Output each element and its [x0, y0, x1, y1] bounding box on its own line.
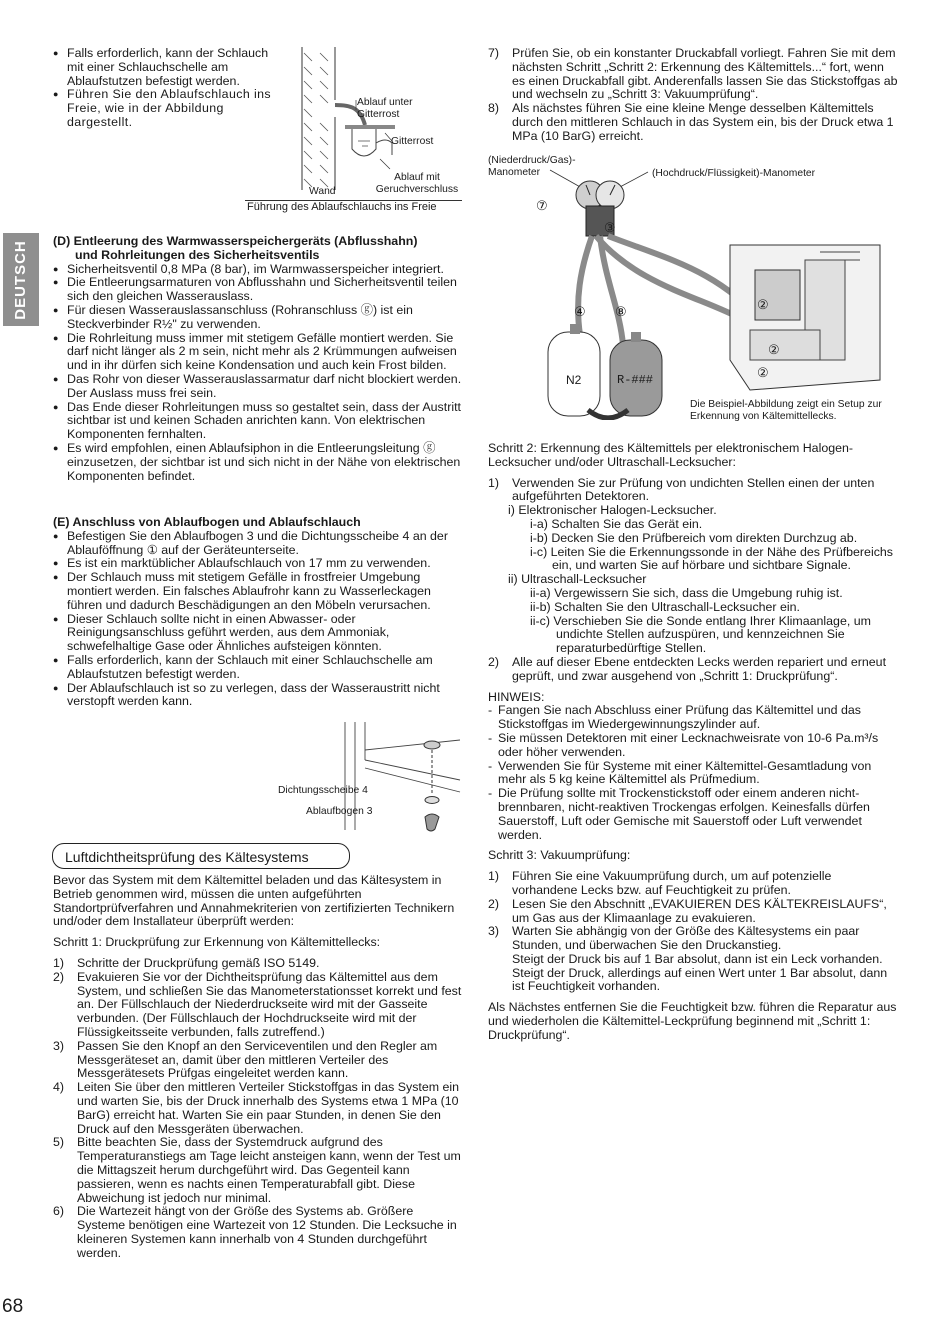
step2-sub: i) Elektronischer Halogen-Lecksucher. [508, 503, 717, 518]
step3-item: 3) Warten Sie abhängig von der Größe des Kältesystems ein paar Stunden, und überwachen Sie den Druckanstieg. [488, 924, 860, 953]
bottle-r-label: R-### [617, 373, 654, 387]
step2-title: Schritt 2: Erkennung des Kältemittels per elektronischem Halogen-Lecksucher und/oder Ultraschall-Lecksucher: [488, 441, 854, 469]
step2-item: 1) Verwenden Sie zur Prüfung von undichten Stellen einen der unten aufgeführten Detektoren. [488, 475, 875, 504]
step-item: 8) Als nächstes führen Sie eine kleine Menge desselben Kältemittels durch den mittleren Schlauch in das System ein, bis der Druck etwa 1 MPa (10 BarG) erreicht. [488, 101, 894, 143]
figure-caption: Führung des Ablaufschlauchs ins Freie [247, 201, 437, 213]
step2-sub: ii-b) Schalten Sie den Ultraschall-Lecksucher ein. [530, 599, 800, 614]
bullet-item: ● Das Ende dieser Rohrleitungen muss so gestaltet sein, dass der Austritt sichtbar ist und keinen Schaden anrichten kann. Von elektrischen Komponenten fernhalten. [53, 401, 463, 442]
step3-title: Schritt 3: Vakuumprüfung: [488, 848, 631, 863]
hinweis-item: - Sie müssen Detektoren mit einer Lecknachweisrate von 10-6 Pa.m³/s oder höher verwenden. [488, 732, 898, 760]
section-d-title-2: und Rohrleitungen des Sicherheitsventils [75, 247, 320, 262]
step-item: 7) Prüfen Sie, ob ein konstanter Druckabfall vorliegt. Fahren Sie mit dem nächsten Schritt „Schritt 2: Erkennung des Kältemittels...“ fort, wenn es einen Druckabfall gibt. Anderenfalls lassen Sie das Stickstoffgas ab und wechseln zu „Schritt 3: Vakuumprüfung“. [488, 46, 898, 102]
bullet-item: ● Sicherheitsventil 0,8 MPa (8 bar), im Warmwasserspeicher integriert. [53, 263, 463, 277]
closing-paragraph: Als Nächstes entfernen Sie die Feuchtigkeit bzw. führen die Reparatur aus und wiederholen die Kältemittel-Leckprüfung beginnend mit „Schritt 1: Druckprüfung“. [488, 1000, 897, 1042]
step3-item: 2) Lesen Sie den Abschnitt „EVAKUIEREN DES KÄLTEKREISLAUFS“, um Gas aus der Klimaanlage zu evakuieren. [488, 896, 887, 925]
marker-4: ④ [574, 304, 586, 319]
top-left-bullets [53, 47, 278, 130]
label-high-gauge: (Hochdruck/Flüssigkeit)-Manometer [652, 168, 816, 179]
airtight-section [53, 874, 463, 1261]
step2-sub: ii-c) Verschieben Sie die Sonde entlang Ihrer Klimaanlage, um undichte Stellen aufzuspüren, und kennzeichnen Sie reparaturbedürftige Stellen. [530, 613, 871, 656]
label-gitterrost: Gitterrost [391, 136, 434, 147]
step2-sub: ii-a) Vergewissern Sie sich, dass die Umgebung ruhig ist. [530, 585, 843, 600]
label-ablaufbogen: Ablaufbogen 3 [306, 806, 373, 817]
label-dichtungsscheibe: Dichtungsscheibe 4 [278, 785, 368, 796]
step1-item: 6) Die Wartezeit hängt von der Größe des Systems ab. Größere Systeme benötigen eine Wartezeit von 12 Stunden. Die Lecksuche in kleineren Systemen kann innerhalb von 4 Stunden durchgeführt werden. [53, 1204, 457, 1260]
bottle-n2-label: N2 [566, 373, 582, 387]
marker-2: ② [768, 342, 780, 357]
step1-title: Schritt 1: Druckprüfung zur Erkennung von Kältemittellecks: [53, 935, 381, 950]
marker-2: ② [757, 365, 769, 380]
bullet-item: ● Der Schlauch muss mit stetigem Gefälle in frostfreier Umgebung montiert werden. Ein falsches Ablaufrohr kann zu Wasserleckagen führen und dadurch Beschädigungen an den Möbeln verursachen. [53, 571, 463, 612]
label-low-gauge: (Niederdruck/Gas)- Manometer [488, 155, 576, 178]
language-tab [3, 233, 39, 326]
step3-item: 1) Führen Sie eine Vakuumprüfung durch, um auf potenzielle vorhandene Lecks bzw. auf Feuchtigkeit zu prüfen. [488, 869, 832, 897]
hinweis-item: - Fangen Sie nach Abschluss einer Prüfung das Kältemittel und das Stickstoffgas im Wiedergewinnungszylinder auf. [488, 704, 898, 732]
marker-3: ③ [604, 220, 616, 235]
label-wand: Wand [309, 186, 336, 197]
right-top-items [488, 47, 898, 144]
step1-item: 1) Schritte der Druckprüfung gemäß ISO 5149. [53, 955, 320, 970]
section-e-title: (E) Anschluss von Ablaufbogen und Ablaufschlauch [53, 515, 361, 529]
step1-item: 3) Passen Sie den Knopf an den Serviceventilen und den Regler am Messgeräteset an, damit über den mittleren Verteiler des Messgerätesets Prüfgas eingeleitet werden kann. [53, 1038, 438, 1081]
label-ablauf-unter: Ablauf unter Gitterrost [357, 97, 413, 120]
section-e [53, 516, 463, 709]
drain-elbow-figure [340, 720, 465, 840]
bullet-item: ● Es wird empfohlen, einen Ablaufsiphon in die Entleerungsleitung ⓖ einzusetzen, der sichtbar ist und sich nicht in der Nähe von elektrischen Komponenten befindet. [53, 442, 463, 483]
bullet-item: ● Der Ablaufschlauch ist so zu verlegen, dass der Wasseraustritt nicht verstopft werden kann. [53, 682, 463, 710]
language-tab-label: DEUTSCH [12, 239, 30, 320]
step2-sub: i-b) Decken Sie den Prüfbereich vom direkten Durchzug ab. [530, 530, 858, 545]
bullet-item: ● Die Rohrleitung muss immer mit stetigem Gefälle montiert werden. Sie darf nicht länger als 2 m sein, nicht mehr als 2 Krümmungen aufweisen und in ihr dürfen sich keine Kondensation und auch kein Frost bilden. [53, 332, 463, 373]
right-main-text [488, 442, 898, 1043]
step1-item: 4) Leiten Sie über den mittleren Verteiler Stickstoffgas in das System ein und warten Sie, bis der Druck innerhalb des Systems etwa 1 MPa (10 BarG) erreicht hat. Warten Sie ein paar Stunden, in denen Sie den Druck auf den Messgeräten überwachen. [53, 1080, 460, 1136]
step3-sub: Steigt der Druck, allerdings auf einen Wert unter 1 Bar absolut, dann ist Feuchtigkeit vorhanden. [512, 965, 888, 994]
step2-item: 2) Alle auf dieser Ebene entdeckten Lecks werden repariert und erneut geprüft, und zwar ausgehend von „Schritt 1: Druckprüfung“. [488, 654, 887, 683]
step1-item: 2) Evakuieren Sie vor der Dichtheitsprüfung das Kältemittel aus dem System, und schließen Sie das Manometerstationsset korrekt und fest an. Der Füllschlauch der Niederdruckseite wird mit der Gasseite verbunden. (Der Füllschlauch der Hochdruckseite wird mit der Flüssigkeitsseite verbunden, falls zutreffend.) [53, 969, 462, 1039]
section-box-title: Luftdichtheitsprüfung des Kältesystems [52, 843, 350, 869]
hinweis-item: - Verwenden Sie für Systeme mit einer Kältemittel-Gesamtladung von mehr als 5 kg keine Kältemittel als Prüfmedium. [488, 760, 898, 788]
section-d-title: (D) Entleerung des Warmwasserspeichergeräts (Abflusshahn) [53, 234, 418, 248]
bullet-item: ● Das Rohr von dieser Wasserauslassarmatur darf nicht blockiert werden. Der Auslass muss frei sein. [53, 373, 463, 401]
airtight-intro: Bevor das System mit dem Kältemittel beladen und das Kältesystem in Betrieb genommen wird, müssen die unten aufgeführten Standortprüfverfahren und Annahmekriterien von zertifizierten Technikern und/oder dem Installateur überprüft werden: [53, 873, 455, 929]
label-ablauf-mit: Ablauf mit Geruchverschluss [375, 172, 459, 195]
page-number: 68 [2, 1296, 24, 1317]
marker-2: ② [757, 297, 769, 312]
marker-7: ⑦ [536, 198, 548, 213]
bullet-item: ● Für diesen Wasserauslassanschluss (Rohranschluss ⓖ) ist ein Steckverbinder R½" zu verwenden. [53, 304, 463, 332]
bullet-item: ● Befestigen Sie den Ablaufbogen 3 und die Dichtungsscheibe 4 an der Ablauföffnung ① auf der Geräteunterseite. [53, 530, 463, 558]
step2-sub: i-c) Leiten Sie die Erkennungssonde in der Nähe des Prüfbereichs ein, und warten Sie auf hörbare und sichtbare Signale. [530, 544, 893, 573]
step2-sub: i-a) Schalten Sie das Gerät ein. [530, 516, 703, 531]
bullet-item: ● Führen Sie den Ablaufschlauch ins Freie, wie in der Abbildung dargestellt. [53, 88, 278, 129]
section-d [53, 235, 463, 483]
bullet-item: ● Die Entleerungsarmaturen von Abflusshahn und Sicherheitsventil teilen sich den gleichen Wasserauslass. [53, 276, 463, 304]
marker-8: ⑧ [615, 304, 627, 319]
bullet-item: ● Es ist ein marktüblicher Ablaufschlauch von 17 mm zu verwenden. [53, 557, 463, 571]
step2-sub: ii) Ultraschall-Lecksucher [508, 572, 647, 587]
step1-item: 5) Bitte beachten Sie, dass der Systemdruck aufgrund des Temperaturanstiegs am Tage leicht ansteigen kann, wenn der Test um die Mittagszeit herum durchgeführt wird. Das Gegenteil kann passieren, wenn es nachts einen Temperaturabfall gibt. Diese Abweichung ist jedoch nur minimal. [53, 1135, 461, 1205]
hinweis-title: HINWEIS: [488, 689, 545, 704]
figure-caption: Die Beispiel-Abbildung zeigt ein Setup zur Erkennung von Kältemittellecks. [690, 399, 882, 422]
hinweis-item: - Die Prüfung sollte mit Trockenstickstoff oder einem anderen nicht-brennbaren, nicht-reaktiven Trockengas erfolgen. Keinesfalls dürfen Sauerstoff, Luft oder Gemische mit Sauerstoff oder Luft verwendet werden. [488, 787, 898, 842]
bullet-item: ● Falls erforderlich, kann der Schlauch mit einer Schlauchschelle am Ablaufstutzen befestigt werden. [53, 47, 278, 88]
step3-sub: Steigt der Druck bis auf 1 Bar absolut, dann ist ein Leck vorhanden. [512, 951, 883, 966]
bullet-item: ● Falls erforderlich, kann der Schlauch mit einer Schlauchschelle am Ablaufstutzen befestigt werden. [53, 654, 463, 682]
bullet-item: ● Dieser Schlauch sollte nicht in einen Abwasser- oder Reinigungsanschluss geführt werden, aus dem Ammoniak, schwefelhaltige Gase oder Ähnliches aufsteigen könnten. [53, 613, 463, 654]
